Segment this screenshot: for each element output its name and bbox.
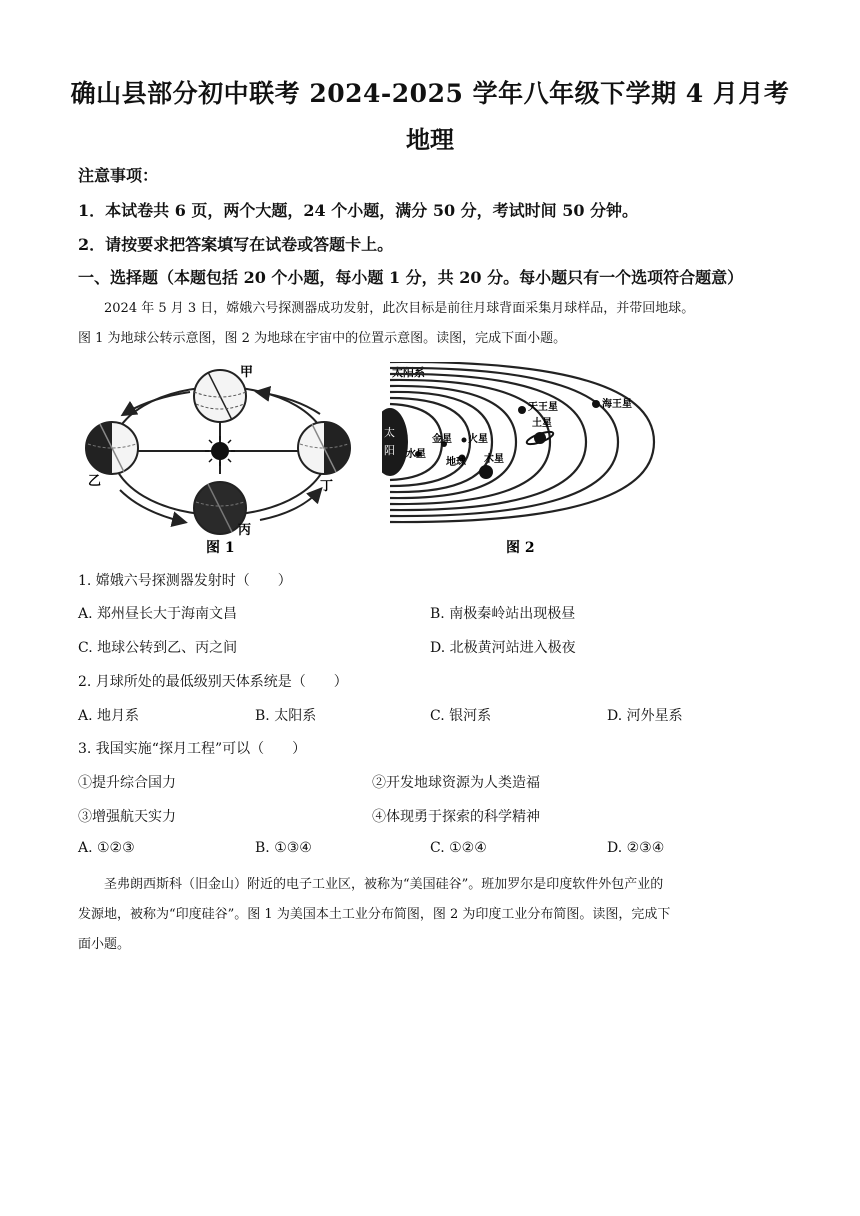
direction-arrow — [124, 392, 190, 414]
q3-statement-3: ③增强航天实力 — [78, 809, 176, 825]
q1-option-b[interactable]: B. 南极秦岭站出现极昼 — [430, 606, 576, 622]
uranus-dot — [518, 406, 526, 414]
q2-option-d[interactable]: D. 河外星系 — [607, 708, 683, 724]
section-heading: 一、选择题（本题包括 20 个小题，每小题 1 分，共 20 分。每小题只有一个选项符合题意） — [78, 268, 744, 287]
exam-subject: 地理 — [406, 125, 454, 154]
figure-2-solar-system-diagram — [382, 362, 672, 558]
venus-label: 金星 — [432, 434, 452, 445]
q3-option-d[interactable]: D. ②③④ — [607, 840, 665, 856]
figure-1-caption: 图 1 — [206, 540, 235, 556]
passage-2-line-2: 发源地，被称为“印度硅谷”。图 1 为美国本土工业分布简图，图 2 为印度工业分布简图。读图，完成下 — [78, 907, 671, 922]
earth-position-jia — [194, 370, 246, 422]
notice-item-2: 2．请按要求把答案填写在试卷或答题卡上。 — [78, 235, 394, 254]
planet-orbits — [390, 362, 654, 522]
q2-option-b[interactable]: B. 太阳系 — [255, 708, 317, 724]
mars-label: 火星 — [468, 434, 488, 445]
label-ding: 丁 — [320, 479, 334, 494]
label-jia: 甲 — [240, 365, 254, 380]
q3-statement-4: ④体现勇于探索的科学精神 — [372, 809, 540, 825]
sun-body — [382, 408, 408, 476]
jupiter-label: 木星 — [484, 454, 504, 465]
earth-position-yi — [86, 422, 138, 474]
exam-title: 确山县部分初中联考 2024-2025 学年八年级下学期 4 月月考 — [70, 79, 790, 108]
question-3-stem: 3. 我国实施“探月工程”可以（ ） — [78, 741, 307, 757]
q2-option-a[interactable]: A. 地月系 — [78, 708, 140, 724]
neptune-dot — [592, 400, 600, 408]
sun-label-2: 阳 — [384, 444, 395, 457]
q1-option-c[interactable]: C. 地球公转到乙、丙之间 — [78, 640, 238, 656]
figure-2-caption: 图 2 — [506, 540, 535, 556]
label-bing: 丙 — [238, 523, 252, 538]
question-1-stem: 1. 嫦娥六号探测器发射时（ ） — [78, 573, 292, 589]
direction-arrow — [260, 490, 320, 520]
q2-option-c[interactable]: C. 银河系 — [430, 708, 492, 724]
q1-option-d[interactable]: D. 北极黄河站进入极夜 — [430, 640, 576, 656]
jupiter-dot — [479, 465, 493, 479]
sun-label-1: 太 — [384, 426, 395, 439]
passage-1-line-2: 图 1 为地球公转示意图，图 2 为地球在宇宙中的位置示意图。读图，完成下面小题。 — [78, 331, 567, 346]
q3-option-b[interactable]: B. ①③④ — [255, 840, 312, 856]
uranus-label: 天王星 — [528, 402, 558, 413]
q3-option-c[interactable]: C. ①②④ — [430, 840, 487, 856]
mars-dot — [462, 438, 467, 443]
direction-arrow — [258, 392, 320, 414]
q3-statement-1: ①提升综合国力 — [78, 775, 176, 791]
direction-arrow — [120, 490, 184, 522]
question-2-stem: 2. 月球所处的最低级别天体系统是（ ） — [78, 674, 348, 690]
passage-1-line-1: 2024 年 5 月 3 日，嫦娥六号探测器成功发射，此次目标是前往月球背面采集月球样品，并带回地球。 — [104, 301, 695, 316]
q3-option-a[interactable]: A. ①②③ — [78, 840, 135, 856]
q3-statement-2: ②开发地球资源为人类造福 — [372, 775, 540, 791]
saturn-label: 土星 — [532, 418, 552, 429]
passage-1 — [78, 294, 778, 354]
q1-option-a[interactable]: A. 郑州昼长大于海南文昌 — [78, 606, 238, 622]
notice-item-1: 1．本试卷共 6 页，两个大题，24 个小题，满分 50 分，考试时间 50 分钟。 — [78, 201, 639, 220]
passage-2 — [78, 870, 778, 960]
neptune-label: 海王星 — [602, 399, 632, 410]
passage-2-line-1: 圣弗朗西斯科（旧金山）附近的电子工业区，被称为“美国硅谷”。班加罗尔是印度软件外包产业的 — [104, 877, 664, 892]
solar-system-label: 太阳系 — [392, 366, 425, 379]
figure-1-revolution-diagram — [80, 362, 370, 558]
mercury-label: 水星 — [406, 449, 426, 460]
earth-label: 地球 — [446, 457, 466, 468]
notice-heading: 注意事项： — [78, 166, 159, 185]
label-yi: 乙 — [88, 474, 102, 489]
passage-2-line-3: 面小题。 — [78, 937, 131, 952]
earth-position-ding — [298, 422, 350, 474]
